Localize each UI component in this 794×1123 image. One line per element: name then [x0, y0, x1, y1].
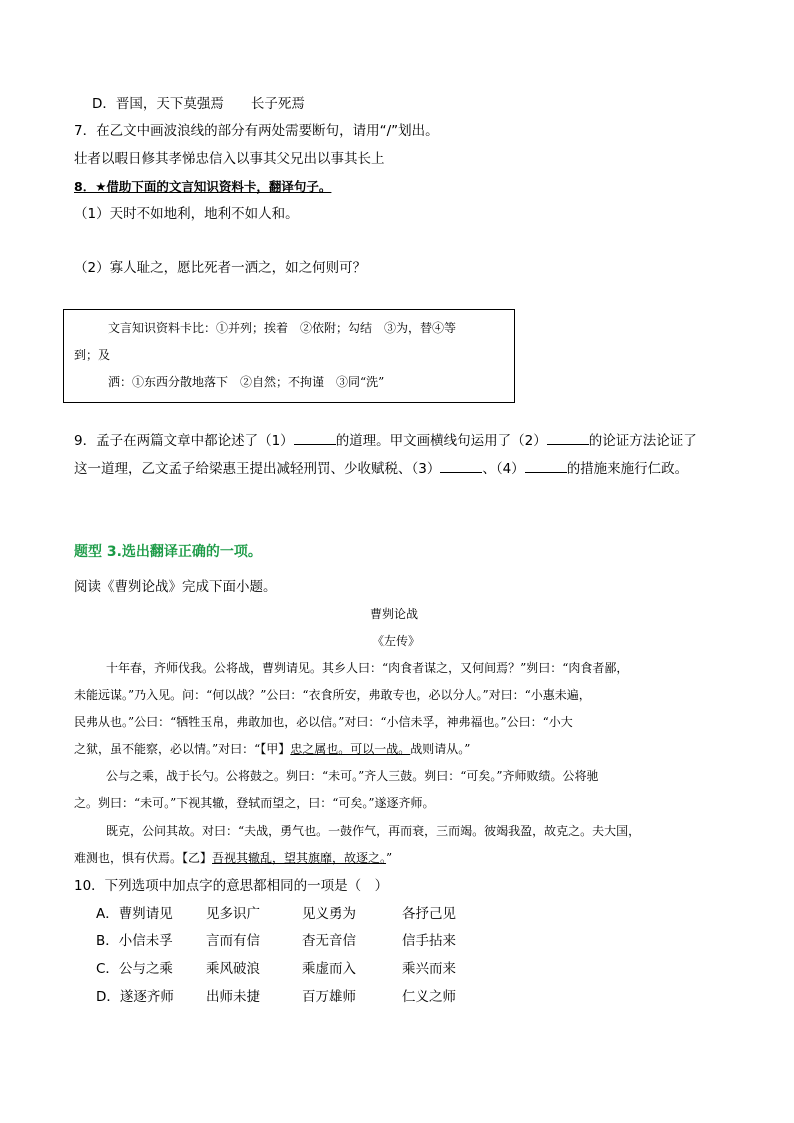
article-line-8: [74, 850, 392, 866]
q9-blank-2[interactable]: [547, 431, 589, 445]
article-line-3: 民弗从也。”公曰：“牺牲玉帛，弗敢加也，必以信。”对曰：“小信未孚，神弗福也。”公曰：“小大: [74, 715, 573, 729]
q9-text-5: 、（4）: [482, 461, 525, 477]
yi-underlined: 吾视其辙乱，望其旗靡，故逐之。: [212, 851, 387, 865]
knowledge-card: [63, 309, 515, 403]
article-line-7: 既克，公问其故。对曰：“夫战，勇气也。一鼓作气，再而衰，三而竭。彼竭我盈，故克之。夫大国，: [106, 824, 641, 838]
option-c-item-1: C．公与之乘: [96, 961, 173, 977]
q7-text: 壮者以暇日修其孝悌忠信入以事其父兄出以事其长上: [74, 151, 385, 167]
card-line-2: 到；及: [74, 348, 111, 362]
article-line-5: 公与之乘，战于长勺。公将鼓之。刿曰：“未可。”齐人三鼓。刿曰：“可矣。”齐师败绩。公将驰: [106, 769, 599, 783]
q9-text-3: 的论证方法论证了: [588, 433, 697, 449]
option-a-item-4: 各抒己见: [402, 906, 456, 922]
option-a-item-2: 见多识广: [206, 906, 260, 922]
option-c-item-4: 乘兴而来: [402, 961, 456, 977]
option-a-item-1: A．曹刿请见: [96, 906, 173, 922]
card-line-3: 洒：①东西分散地落下 ②自然；不拘谨 ③同“洗”: [108, 375, 385, 389]
option-c-item-3: 乘虚而入: [302, 961, 356, 977]
article-line-4-c: 战则请从。”: [410, 742, 471, 756]
q8-sentence-1: （1）天时不如地利，地利不如人和。: [74, 206, 299, 222]
section-title: 题型 3.选出翻译正确的一项。: [74, 544, 262, 560]
q9-text-6: 的措施来施行仁政。: [566, 461, 689, 477]
article-line-1: 十年春，齐师伐我。公将战，曹刿请见。其乡人曰：“肉食者谋之，又何间焉？”刿曰：“肉食者鄙，: [106, 661, 629, 675]
article-line-4: [74, 741, 470, 757]
q9-text-1: 9．孟子在两篇文章中都论述了（1）: [74, 433, 294, 449]
q9-blank-4[interactable]: [525, 459, 567, 473]
q9-text-2: 的道理。甲文画横线句运用了（2）: [335, 433, 547, 449]
q10-stem: 10．下列选项中加点字的意思都相同的一项是（ ）: [74, 878, 389, 894]
q9-text-4: 这一道理，乙文孟子给梁惠王提出减轻刑罚、少收赋税、（3）: [74, 461, 441, 477]
article-line-8-a: 难测也，惧有伏焉。【乙】: [74, 851, 213, 865]
q9-line-2: [74, 459, 688, 478]
q7-stem: 7．在乙文中画波浪线的部分有两处需要断句，请用“/”划出。: [74, 123, 439, 139]
q9-blank-1[interactable]: [294, 431, 336, 445]
q9-blank-3[interactable]: [440, 459, 482, 473]
option-a-item-3: 见义勇为: [302, 906, 356, 922]
article-line-4-a: 之狱，虽不能察，必以情。”对曰：“【甲】: [74, 742, 291, 756]
option-d-item-4: 仁义之师: [402, 989, 456, 1005]
q9-line-1: [74, 431, 697, 450]
option-c-item-2: 乘风破浪: [206, 961, 260, 977]
article-title: 曹刿论战: [370, 607, 419, 621]
section-intro: 阅读《曹刿论战》完成下面小题。: [74, 579, 277, 595]
q8-sentence-2: （2）寡人耻之，愿比死者一洒之，如之何则可？: [74, 260, 367, 276]
option-d-item-2: 出师未捷: [206, 989, 260, 1005]
article-line-6: 之。刿曰：“未可。”下视其辙，登轼而望之，曰：“可矣。”遂逐齐师。: [74, 796, 435, 810]
q8-stem: 8．★借助下面的文言知识资料卡，翻译句子。: [74, 179, 332, 194]
article-line-2: 未能远谋。”乃入见。问：“何以战？”公曰：“衣食所安，弗敢专也，必以分人。”对曰：“小惠未遍，: [74, 688, 591, 702]
option-d-item-3: 百万雄师: [302, 989, 356, 1005]
option-b-item-4: 信手拈来: [402, 933, 456, 949]
card-line-1: 文言知识资料卡比：①并列；挨着 ②依附；勾结 ③为，替④等: [108, 321, 457, 335]
option-b-item-1: B．小信未孚: [96, 933, 173, 949]
q6-option-d: D．晋国，天下莫强焉 长子死焉: [92, 96, 305, 112]
option-b-item-2: 言而有信: [206, 933, 260, 949]
option-b-item-3: 杳无音信: [302, 933, 356, 949]
article-source: 《左传》: [372, 634, 421, 648]
option-d-item-1: D．遂逐齐师: [96, 989, 174, 1005]
jia-underlined: 忠之属也。可以一战。: [290, 742, 411, 756]
article-line-8-c: ”: [386, 851, 393, 865]
